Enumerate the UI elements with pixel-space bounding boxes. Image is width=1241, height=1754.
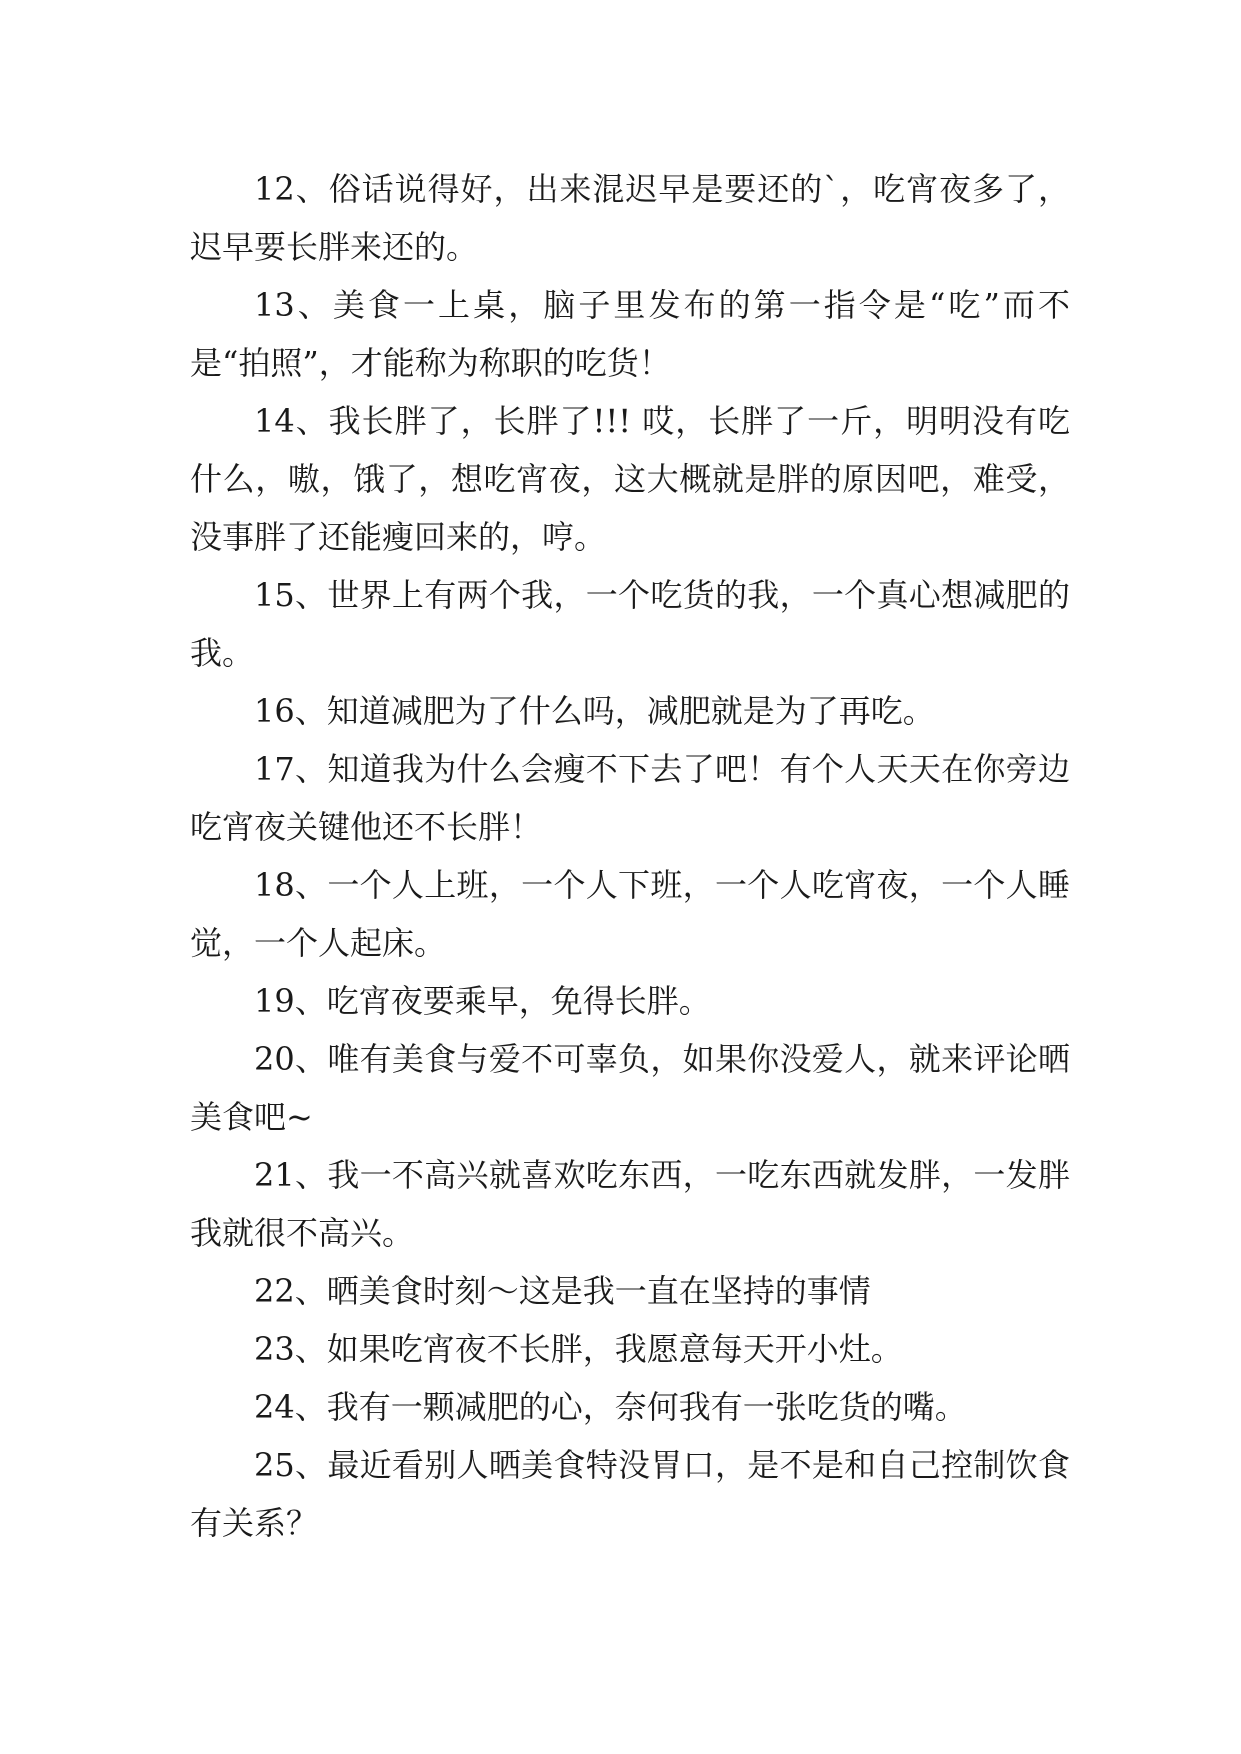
paragraph-16: 16、知道减肥为了什么吗，减肥就是为了再吃。 — [254, 692, 935, 730]
paragraph-25: 25、最近看别人晒美食特没胃口，是不是和自己控制饮食有关系？ — [190, 1446, 1070, 1542]
document-body — [190, 160, 1070, 1552]
paragraph-12: 12、俗话说得好，出来混迟早是要还的`，吃宵夜多了，迟早要长胖来还的。 — [190, 170, 1070, 266]
paragraph-15: 15、世界上有两个我，一个吃货的我，一个真心想减肥的我。 — [190, 576, 1070, 672]
paragraph-22: 22、晒美食时刻～这是我一直在坚持的事情 — [254, 1272, 871, 1310]
paragraph-14: 14、我长胖了，长胖了!!! 哎，长胖了一斤，明明没有吃什么，嗷，饿了，想吃宵夜，这大概就是胖的原因吧，难受，没事胖了还能瘦回来的，哼。 — [190, 402, 1070, 556]
paragraph-19: 19、吃宵夜要乘早，免得长胖。 — [254, 982, 711, 1020]
paragraph-24: 24、我有一颗减肥的心，奈何我有一张吃货的嘴。 — [254, 1388, 967, 1426]
paragraph-17: 17、知道我为什么会瘦不下去了吧！有个人天天在你旁边吃宵夜关键他还不长胖！ — [190, 750, 1070, 846]
paragraph-18: 18、一个人上班，一个人下班，一个人吃宵夜，一个人睡觉，一个人起床。 — [190, 866, 1070, 962]
paragraph-13: 13、美食一上桌，脑子里发布的第一指令是“吃”而不是“拍照”，才能称为称职的吃货！ — [190, 286, 1070, 382]
paragraph-23: 23、如果吃宵夜不长胖，我愿意每天开小灶。 — [254, 1330, 903, 1368]
paragraph-21: 21、我一不高兴就喜欢吃东西，一吃东西就发胖，一发胖我就很不高兴。 — [190, 1156, 1070, 1252]
paragraph-20: 20、唯有美食与爱不可辜负，如果你没爱人，就来评论晒美食吧~ — [190, 1040, 1070, 1136]
